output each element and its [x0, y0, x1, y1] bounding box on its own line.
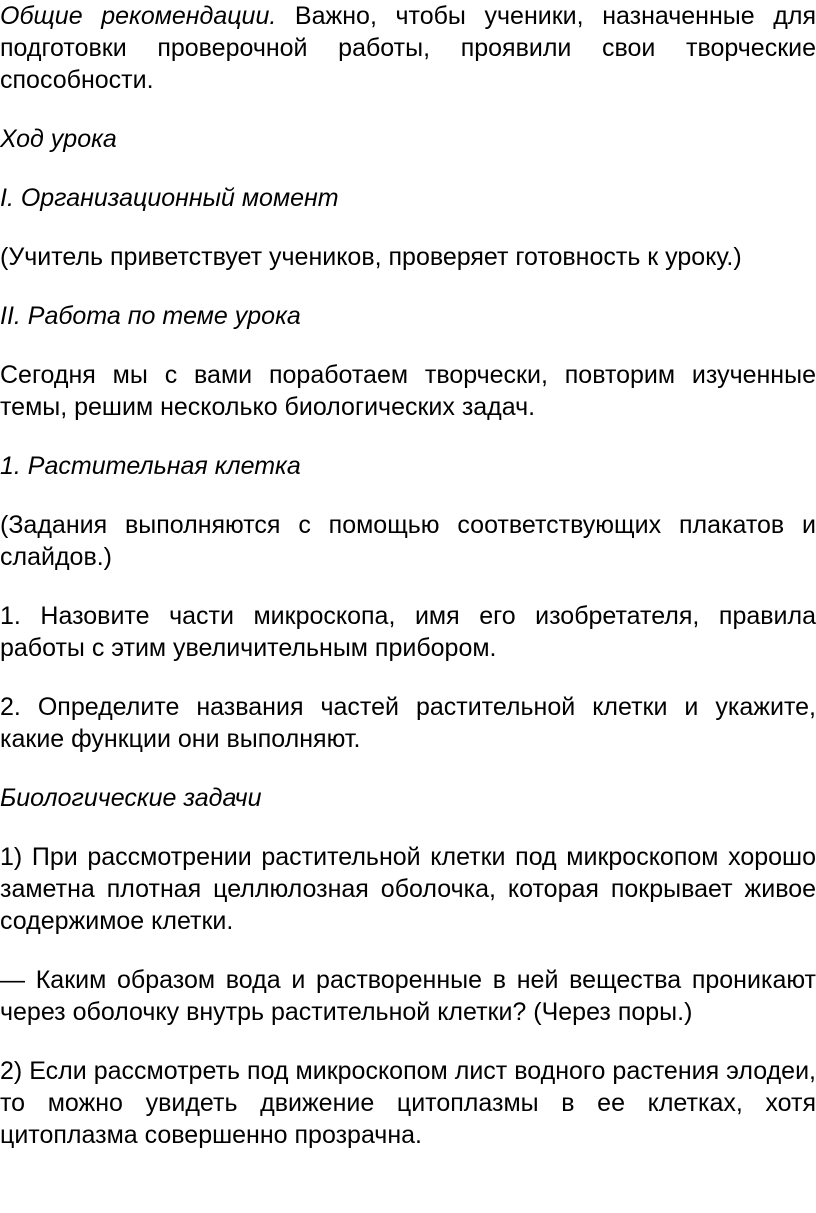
topic1-note: (Задания выполняются с помощью соответствующих плакатов и слайдов.) — [0, 511, 816, 571]
problem2-paragraph: 2) Если рассмотреть под микроскопом лист водного растения элодеи, то можно увидеть движение цитоплазмы в ее клетках, хотя цитоплазма совершенно прозрачна. — [0, 1057, 816, 1149]
problem1-question: — Каким образом вода и растворенные в ней вещества проникают через оболочку внутрь растительной клетки? (Через поры.) — [0, 966, 816, 1026]
problem1-paragraph: 1) При рассмотрении растительной клетки под микроскопом хорошо заметна плотная целлюлозная оболочка, которая покрывает живое содержимое клетки. — [0, 843, 816, 935]
task1-paragraph: 1. Назовите части микроскопа, имя его изобретателя, правила работы с этим увеличительным прибором. — [0, 602, 816, 662]
bio-problems-heading: Биологические задачи — [0, 784, 262, 812]
section2-text: Сегодня мы с вами поработаем творчески, повторим изученные темы, решим несколько биологических задач. — [0, 361, 816, 421]
topic1-heading: 1. Растительная клетка — [0, 452, 301, 480]
task2-paragraph: 2. Определите названия частей растительной клетки и укажите, какие функции они выполняют. — [0, 693, 816, 753]
section1-text: (Учитель приветствует учеников, проверяет готовность к уроку.) — [0, 243, 742, 271]
section1-heading: I. Организационный момент — [0, 184, 339, 212]
section2-heading: II. Работа по теме урока — [0, 302, 301, 330]
intro-paragraph — [0, 0, 816, 96]
intro-label: Общие рекомендации. — [0, 2, 277, 30]
intro-text: Важно, чтобы ученики, назначенные для подготовки проверочной работы, проявили свои творческие способности. — [0, 2, 816, 94]
lesson-heading: Ход урока — [0, 125, 117, 153]
